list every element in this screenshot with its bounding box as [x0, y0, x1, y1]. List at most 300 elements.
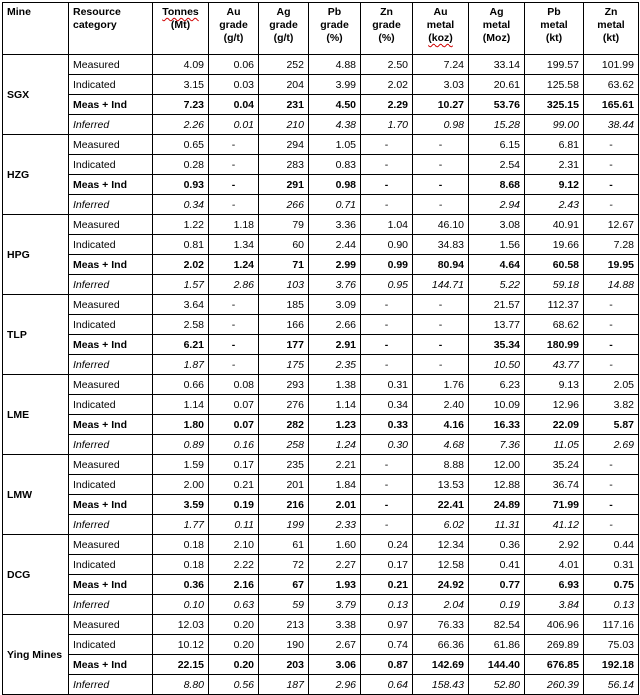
resource-category: Inferred: [69, 675, 153, 695]
cell-au-metal: 6.02: [413, 515, 469, 535]
cell-pb-metal: 19.66: [525, 235, 584, 255]
cell-zn-metal: 3.82: [584, 395, 639, 415]
header-text: metal: [597, 19, 625, 31]
cell-tonnes: 3.59: [153, 495, 209, 515]
cell-au-metal: -: [413, 315, 469, 335]
header-ag-grade: [259, 3, 309, 55]
cell-pb-metal: 6.93: [525, 575, 584, 595]
cell-ag-grade: 79: [259, 215, 309, 235]
cell-pb-metal: 269.89: [525, 635, 584, 655]
cell-zn-grade: 0.74: [361, 635, 413, 655]
cell-zn-grade: 2.50: [361, 55, 413, 75]
cell-pb-grade: 2.33: [309, 515, 361, 535]
resource-category: Meas + Ind: [69, 95, 153, 115]
cell-tonnes: 2.58: [153, 315, 209, 335]
table-row: [3, 455, 639, 475]
table-row: [3, 395, 639, 415]
cell-ag-metal: 61.86: [469, 635, 525, 655]
cell-pb-metal: 125.58: [525, 75, 584, 95]
header-text: grade: [219, 19, 248, 31]
resource-category: Inferred: [69, 435, 153, 455]
cell-au-metal: 2.04: [413, 595, 469, 615]
header-mine: [3, 3, 69, 55]
header-text: Au: [226, 6, 241, 18]
cell-pb-metal: 325.15: [525, 95, 584, 115]
cell-ag-grade: 213: [259, 615, 309, 635]
cell-zn-grade: 0.90: [361, 235, 413, 255]
cell-au-metal: -: [413, 295, 469, 315]
cell-au-metal: 34.83: [413, 235, 469, 255]
cell-ag-metal: 5.22: [469, 275, 525, 295]
cell-au-grade: 0.20: [209, 615, 259, 635]
table-row: [3, 555, 639, 575]
cell-zn-metal: 14.88: [584, 275, 639, 295]
cell-pb-grade: 3.79: [309, 595, 361, 615]
header-text: Zn: [604, 6, 618, 18]
cell-zn-metal: 165.61: [584, 95, 639, 115]
cell-au-metal: 46.10: [413, 215, 469, 235]
header-text: metal: [426, 19, 455, 31]
resource-category: Indicated: [69, 555, 153, 575]
cell-pb-grade: 2.44: [309, 235, 361, 255]
cell-au-metal: 4.68: [413, 435, 469, 455]
cell-tonnes: 0.28: [153, 155, 209, 175]
cell-zn-grade: 0.97: [361, 615, 413, 635]
cell-pb-metal: 12.96: [525, 395, 584, 415]
cell-pb-grade: 3.09: [309, 295, 361, 315]
cell-pb-grade: 4.50: [309, 95, 361, 115]
cell-ag-metal: 2.54: [469, 155, 525, 175]
cell-au-grade: 0.04: [209, 95, 259, 115]
mineral-resources-table: [2, 2, 639, 695]
cell-zn-metal: -: [584, 515, 639, 535]
cell-ag-metal: 0.36: [469, 535, 525, 555]
resource-category: Indicated: [69, 635, 153, 655]
cell-zn-metal: 2.05: [584, 375, 639, 395]
cell-pb-grade: 0.83: [309, 155, 361, 175]
table-row: [3, 95, 639, 115]
cell-tonnes: 1.87: [153, 355, 209, 375]
cell-au-grade: -: [209, 155, 259, 175]
cell-au-grade: 0.08: [209, 375, 259, 395]
cell-pb-metal: 11.05: [525, 435, 584, 455]
cell-pb-grade: 2.99: [309, 255, 361, 275]
cell-au-grade: 0.20: [209, 635, 259, 655]
cell-au-metal: 12.58: [413, 555, 469, 575]
cell-ag-metal: 52.80: [469, 675, 525, 695]
cell-ag-metal: 33.14: [469, 55, 525, 75]
mine-name: TLP: [3, 295, 69, 375]
cell-pb-grade: 2.96: [309, 675, 361, 695]
cell-au-metal: 66.36: [413, 635, 469, 655]
table-row: [3, 415, 639, 435]
cell-pb-grade: 4.38: [309, 115, 361, 135]
cell-tonnes: 1.80: [153, 415, 209, 435]
cell-pb-grade: 1.38: [309, 375, 361, 395]
cell-zn-grade: -: [361, 295, 413, 315]
cell-zn-grade: -: [361, 135, 413, 155]
cell-au-metal: 24.92: [413, 575, 469, 595]
cell-pb-grade: 3.38: [309, 615, 361, 635]
cell-au-metal: -: [413, 195, 469, 215]
cell-ag-grade: 258: [259, 435, 309, 455]
header-text: (g/t): [223, 32, 244, 44]
table-row: [3, 75, 639, 95]
cell-zn-metal: 0.13: [584, 595, 639, 615]
cell-au-grade: -: [209, 355, 259, 375]
cell-tonnes: 2.00: [153, 475, 209, 495]
cell-au-metal: 12.34: [413, 535, 469, 555]
resource-category: Inferred: [69, 355, 153, 375]
cell-zn-metal: -: [584, 315, 639, 335]
cell-au-grade: 0.03: [209, 75, 259, 95]
cell-zn-grade: 0.95: [361, 275, 413, 295]
cell-ag-grade: 231: [259, 95, 309, 115]
table-row: [3, 675, 639, 695]
resource-category: Meas + Ind: [69, 175, 153, 195]
cell-ag-metal: 4.64: [469, 255, 525, 275]
cell-au-metal: -: [413, 335, 469, 355]
cell-au-grade: 0.16: [209, 435, 259, 455]
cell-pb-metal: 6.81: [525, 135, 584, 155]
cell-zn-metal: 38.44: [584, 115, 639, 135]
cell-zn-grade: 0.99: [361, 255, 413, 275]
cell-zn-metal: 63.62: [584, 75, 639, 95]
header-text: Au: [433, 6, 448, 18]
cell-zn-grade: 2.02: [361, 75, 413, 95]
cell-ag-grade: 266: [259, 195, 309, 215]
cell-ag-grade: 252: [259, 55, 309, 75]
header-text: metal: [540, 19, 568, 31]
cell-zn-grade: 0.30: [361, 435, 413, 455]
cell-zn-grade: -: [361, 335, 413, 355]
cell-zn-metal: 7.28: [584, 235, 639, 255]
cell-tonnes: 8.80: [153, 675, 209, 695]
cell-au-grade: -: [209, 315, 259, 335]
cell-ag-grade: 72: [259, 555, 309, 575]
cell-au-grade: 2.22: [209, 555, 259, 575]
cell-ag-metal: 6.23: [469, 375, 525, 395]
cell-zn-grade: -: [361, 315, 413, 335]
cell-pb-grade: 0.98: [309, 175, 361, 195]
cell-au-grade: -: [209, 135, 259, 155]
cell-ag-metal: 0.41: [469, 555, 525, 575]
cell-zn-metal: 5.87: [584, 415, 639, 435]
cell-au-metal: 2.40: [413, 395, 469, 415]
resource-category: Measured: [69, 55, 153, 75]
cell-au-grade: -: [209, 295, 259, 315]
cell-zn-metal: -: [584, 355, 639, 375]
cell-ag-grade: 293: [259, 375, 309, 395]
cell-pb-grade: 4.88: [309, 55, 361, 75]
cell-ag-metal: 10.50: [469, 355, 525, 375]
cell-zn-grade: 0.64: [361, 675, 413, 695]
cell-pb-grade: 2.27: [309, 555, 361, 575]
cell-pb-metal: 35.24: [525, 455, 584, 475]
cell-au-metal: 22.41: [413, 495, 469, 515]
cell-ag-grade: 294: [259, 135, 309, 155]
mine-name: SGX: [3, 55, 69, 135]
cell-tonnes: 0.18: [153, 535, 209, 555]
cell-au-grade: 0.19: [209, 495, 259, 515]
header-text: (koz): [428, 32, 453, 44]
mine-name: LMW: [3, 455, 69, 535]
header-text: grade: [320, 19, 349, 31]
cell-zn-grade: 0.34: [361, 395, 413, 415]
cell-au-grade: 2.86: [209, 275, 259, 295]
header-pb-grade: [309, 3, 361, 55]
resource-category: Indicated: [69, 395, 153, 415]
cell-zn-metal: 2.69: [584, 435, 639, 455]
cell-ag-grade: 210: [259, 115, 309, 135]
cell-ag-grade: 190: [259, 635, 309, 655]
mine-name: DCG: [3, 535, 69, 615]
cell-ag-grade: 203: [259, 655, 309, 675]
cell-tonnes: 0.93: [153, 175, 209, 195]
header-text: (kt): [545, 32, 563, 44]
cell-au-metal: 76.33: [413, 615, 469, 635]
header-text: metal: [482, 19, 511, 31]
resource-category: Inferred: [69, 275, 153, 295]
header-zn-metal: [584, 3, 639, 55]
table-row: [3, 135, 639, 155]
cell-ag-metal: 0.19: [469, 595, 525, 615]
table-row: [3, 155, 639, 175]
cell-tonnes: 0.81: [153, 235, 209, 255]
cell-ag-metal: 12.88: [469, 475, 525, 495]
table-row: [3, 635, 639, 655]
cell-ag-grade: 291: [259, 175, 309, 195]
cell-zn-grade: 0.33: [361, 415, 413, 435]
resource-category: Indicated: [69, 75, 153, 95]
cell-tonnes: 0.18: [153, 555, 209, 575]
cell-tonnes: 0.34: [153, 195, 209, 215]
resource-category: Indicated: [69, 155, 153, 175]
cell-pb-grade: 2.66: [309, 315, 361, 335]
header-text: (%): [326, 32, 343, 44]
cell-tonnes: 10.12: [153, 635, 209, 655]
cell-pb-metal: 99.00: [525, 115, 584, 135]
cell-ag-metal: 35.34: [469, 335, 525, 355]
cell-tonnes: 0.10: [153, 595, 209, 615]
cell-ag-metal: 7.36: [469, 435, 525, 455]
header-row: [3, 3, 639, 55]
cell-zn-grade: -: [361, 155, 413, 175]
cell-au-grade: 0.17: [209, 455, 259, 475]
cell-pb-metal: 60.58: [525, 255, 584, 275]
cell-ag-metal: 2.94: [469, 195, 525, 215]
cell-zn-metal: 117.16: [584, 615, 639, 635]
cell-ag-grade: 187: [259, 675, 309, 695]
cell-ag-grade: 204: [259, 75, 309, 95]
resource-category: Meas + Ind: [69, 415, 153, 435]
resource-category: Measured: [69, 615, 153, 635]
header-ag-metal: [469, 3, 525, 55]
cell-zn-metal: 75.03: [584, 635, 639, 655]
cell-zn-metal: -: [584, 155, 639, 175]
cell-zn-metal: -: [584, 335, 639, 355]
table-row: [3, 195, 639, 215]
cell-tonnes: 1.77: [153, 515, 209, 535]
cell-zn-grade: -: [361, 455, 413, 475]
cell-zn-grade: 1.04: [361, 215, 413, 235]
cell-ag-grade: 59: [259, 595, 309, 615]
cell-au-metal: 10.27: [413, 95, 469, 115]
cell-zn-metal: 0.44: [584, 535, 639, 555]
resource-category: Meas + Ind: [69, 335, 153, 355]
cell-zn-metal: -: [584, 175, 639, 195]
resource-category: Meas + Ind: [69, 655, 153, 675]
table-row: [3, 55, 639, 75]
header-au-metal: [413, 3, 469, 55]
cell-ag-metal: 144.40: [469, 655, 525, 675]
resource-category: Inferred: [69, 115, 153, 135]
cell-pb-grade: 1.84: [309, 475, 361, 495]
cell-ag-metal: 10.09: [469, 395, 525, 415]
cell-pb-metal: 2.92: [525, 535, 584, 555]
cell-tonnes: 3.15: [153, 75, 209, 95]
cell-ag-grade: 199: [259, 515, 309, 535]
cell-tonnes: 3.64: [153, 295, 209, 315]
cell-zn-metal: 0.75: [584, 575, 639, 595]
mine-name: Ying Mines: [3, 615, 69, 695]
cell-ag-metal: 53.76: [469, 95, 525, 115]
cell-ag-metal: 11.31: [469, 515, 525, 535]
cell-tonnes: 1.22: [153, 215, 209, 235]
cell-ag-metal: 15.28: [469, 115, 525, 135]
table-row: [3, 575, 639, 595]
cell-ag-metal: 6.15: [469, 135, 525, 155]
cell-ag-metal: 3.08: [469, 215, 525, 235]
mine-name: HZG: [3, 135, 69, 215]
header-text: grade: [269, 19, 298, 31]
cell-zn-metal: -: [584, 455, 639, 475]
cell-au-grade: 0.07: [209, 415, 259, 435]
header-text: (Mt): [170, 19, 191, 31]
cell-zn-metal: -: [584, 475, 639, 495]
cell-zn-grade: -: [361, 475, 413, 495]
cell-pb-metal: 68.62: [525, 315, 584, 335]
resource-category: Inferred: [69, 195, 153, 215]
resource-category: Measured: [69, 455, 153, 475]
cell-ag-grade: 216: [259, 495, 309, 515]
cell-au-metal: -: [413, 175, 469, 195]
resource-category: Indicated: [69, 235, 153, 255]
cell-pb-metal: 9.13: [525, 375, 584, 395]
cell-pb-metal: 112.37: [525, 295, 584, 315]
cell-ag-grade: 166: [259, 315, 309, 335]
cell-ag-grade: 177: [259, 335, 309, 355]
cell-au-metal: 7.24: [413, 55, 469, 75]
cell-au-grade: 0.63: [209, 595, 259, 615]
header-text: Tonnes: [162, 6, 199, 18]
cell-au-grade: 0.06: [209, 55, 259, 75]
cell-au-grade: 0.20: [209, 655, 259, 675]
cell-ag-grade: 283: [259, 155, 309, 175]
header-text: Ag: [489, 6, 504, 18]
table-body: [3, 55, 639, 695]
cell-pb-grade: 1.14: [309, 395, 361, 415]
cell-pb-metal: 2.31: [525, 155, 584, 175]
cell-zn-grade: 2.29: [361, 95, 413, 115]
cell-zn-grade: 0.17: [361, 555, 413, 575]
cell-pb-metal: 9.12: [525, 175, 584, 195]
table-row: [3, 375, 639, 395]
cell-au-metal: 144.71: [413, 275, 469, 295]
cell-ag-metal: 13.77: [469, 315, 525, 335]
table-row: [3, 355, 639, 375]
cell-ag-grade: 276: [259, 395, 309, 415]
header-text: (kt): [602, 32, 620, 44]
resource-category: Measured: [69, 135, 153, 155]
resource-category: Inferred: [69, 515, 153, 535]
header-zn-grade: [361, 3, 413, 55]
cell-au-grade: 0.07: [209, 395, 259, 415]
table-row: [3, 295, 639, 315]
cell-pb-metal: 59.18: [525, 275, 584, 295]
cell-zn-metal: -: [584, 195, 639, 215]
cell-tonnes: 1.57: [153, 275, 209, 295]
header-text: category: [73, 19, 117, 31]
cell-zn-metal: -: [584, 135, 639, 155]
cell-ag-grade: 60: [259, 235, 309, 255]
cell-zn-grade: 0.21: [361, 575, 413, 595]
cell-tonnes: 7.23: [153, 95, 209, 115]
cell-pb-grade: 2.91: [309, 335, 361, 355]
cell-zn-grade: 0.24: [361, 535, 413, 555]
cell-zn-metal: 12.67: [584, 215, 639, 235]
cell-zn-grade: -: [361, 515, 413, 535]
cell-pb-metal: 406.96: [525, 615, 584, 635]
cell-ag-metal: 12.00: [469, 455, 525, 475]
cell-ag-metal: 0.77: [469, 575, 525, 595]
cell-pb-grade: 0.71: [309, 195, 361, 215]
table-row: [3, 655, 639, 675]
header-pb-metal: [525, 3, 584, 55]
cell-ag-grade: 201: [259, 475, 309, 495]
cell-pb-metal: 41.12: [525, 515, 584, 535]
cell-tonnes: 12.03: [153, 615, 209, 635]
table-row: [3, 475, 639, 495]
cell-au-metal: 1.76: [413, 375, 469, 395]
cell-tonnes: 2.26: [153, 115, 209, 135]
cell-tonnes: 1.59: [153, 455, 209, 475]
cell-au-metal: 158.43: [413, 675, 469, 695]
cell-pb-grade: 2.67: [309, 635, 361, 655]
cell-zn-metal: 101.99: [584, 55, 639, 75]
cell-pb-metal: 260.39: [525, 675, 584, 695]
cell-zn-grade: -: [361, 495, 413, 515]
cell-pb-metal: 22.09: [525, 415, 584, 435]
cell-au-metal: 13.53: [413, 475, 469, 495]
cell-zn-metal: 192.18: [584, 655, 639, 675]
header-text: (%): [378, 32, 395, 44]
cell-au-metal: 142.69: [413, 655, 469, 675]
resource-category: Measured: [69, 375, 153, 395]
cell-zn-grade: 0.31: [361, 375, 413, 395]
resource-category: Measured: [69, 295, 153, 315]
cell-tonnes: 0.89: [153, 435, 209, 455]
cell-pb-grade: 1.60: [309, 535, 361, 555]
table-row: [3, 115, 639, 135]
header-text: Zn: [380, 6, 393, 18]
cell-au-metal: -: [413, 135, 469, 155]
cell-pb-grade: 2.01: [309, 495, 361, 515]
cell-pb-metal: 4.01: [525, 555, 584, 575]
cell-pb-metal: 676.85: [525, 655, 584, 675]
cell-pb-metal: 2.43: [525, 195, 584, 215]
cell-pb-grade: 3.36: [309, 215, 361, 235]
